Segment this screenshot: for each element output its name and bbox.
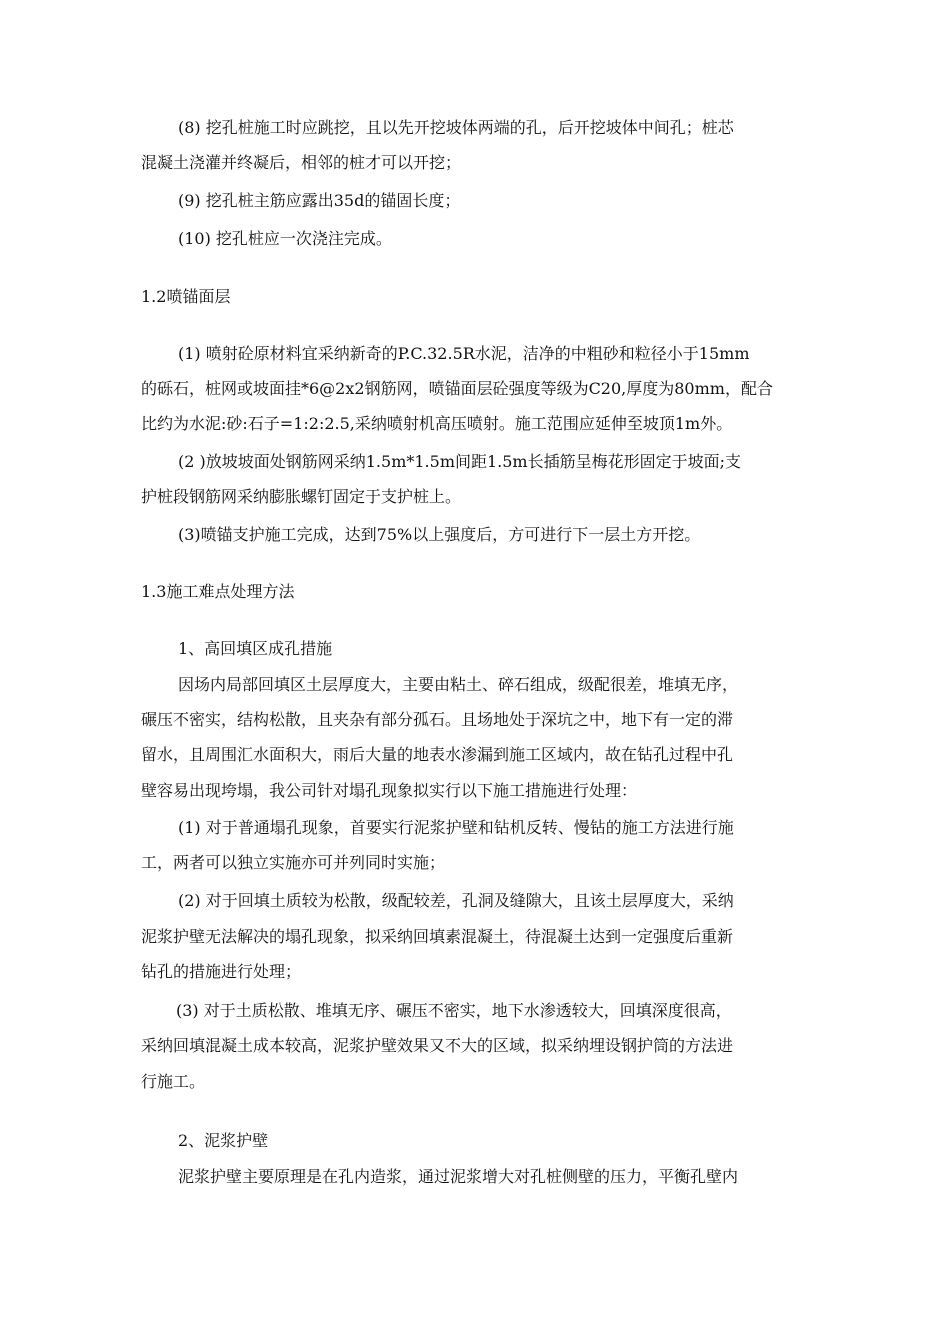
paragraph-line: 混凝土浇灌并终凝后，相邻的桩才可以开挖； xyxy=(141,153,462,172)
paragraph-line: 护桩段钢筋网采纳膨胀螺钉固定于支护桩上。 xyxy=(141,487,462,506)
paragraph-line: 行施工。 xyxy=(141,1072,206,1091)
paragraph-line: (10) 挖孔桩应一次浇注完成。 xyxy=(178,229,392,248)
paragraph-line: 因场内局部回填区土层厚度大，主要由粘土、碎石组成，级配很差，堆填无序， xyxy=(178,675,739,694)
paragraph-line: 泥浆护壁无法解决的塌孔现象，拟采纳回填素混凝土，待混凝土达到一定强度后重新 xyxy=(141,927,734,946)
subsection-heading: 1、高回填区成孔措施 xyxy=(178,639,333,658)
paragraph-line: (1) 喷射砼原材料宜采纳新奇的P.C.32.5R水泥，洁净的中粗砂和粒径小于15mm xyxy=(178,344,750,363)
section-heading: 1.2喷锚面层 xyxy=(141,287,231,306)
paragraph-line: 泥浆护壁主要原理是在孔内造浆，通过泥浆增大对孔桩侧壁的压力，平衡孔壁内 xyxy=(178,1167,739,1186)
paragraph-line: 工，两者可以独立实施亦可并列同时实施； xyxy=(141,853,446,872)
paragraph-line: (8) 挖孔桩施工时应跳挖，且以先开挖坡体两端的孔，后开挖坡体中间孔；桩芯 xyxy=(178,118,734,137)
paragraph-line: 采纳回填混凝土成本较高，泥浆护壁效果又不大的区域，拟采纳埋设钢护筒的方法进 xyxy=(141,1036,734,1055)
paragraph-line: 钻孔的措施进行处理； xyxy=(141,962,302,981)
paragraph-line: (1) 对于普通塌孔现象，首要实行泥浆护壁和钻机反转、慢钻的施工方法进行施 xyxy=(178,818,734,837)
subsection-heading: 2、泥浆护壁 xyxy=(178,1131,269,1150)
paragraph-line: (3) 对于土质松散、堆填无序、碾压不密实，地下水渗透较大，回填深度很高， xyxy=(176,1001,732,1020)
section-heading: 1.3施工难点处理方法 xyxy=(141,582,295,601)
paragraph-line: (3)喷锚支护施工完成，达到75%以上强度后，方可进行下一层土方开挖。 xyxy=(178,525,701,544)
paragraph-line: 壁容易出现垮塌，我公司针对塌孔现象拟实行以下施工措施进行处理： xyxy=(141,781,638,800)
paragraph-line: 留水，且周围汇水面积大，雨后大量的地表水渗漏到施工区域内，故在钻孔过程中孔 xyxy=(141,745,734,764)
paragraph-line: 比约为水泥:砂:石子=1:2:2.5,采纳喷射机高压喷射。施工范围应延伸至坡顶1m外。 xyxy=(141,414,733,433)
paragraph-line: (2) 对于回填土质较为松散，级配较差，孔洞及缝隙大，且该土层厚度大，采纳 xyxy=(178,891,734,910)
paragraph-line: 的砾石，桩网或坡面挂*6@2x2钢筋网，喷锚面层砼强度等级为C20,厚度为80mm，配合 xyxy=(141,379,773,398)
paragraph-line: (2 )放坡坡面处钢筋网采纳1.5m*1.5m间距1.5m长插筋呈梅花形固定于坡面;支 xyxy=(178,452,741,471)
paragraph-line: 碾压不密实，结构松散，且夹杂有部分孤石。且场地处于深坑之中，地下有一定的滞 xyxy=(141,710,734,729)
paragraph-line: (9) 挖孔桩主筋应露出35d的锚固长度； xyxy=(178,191,461,210)
